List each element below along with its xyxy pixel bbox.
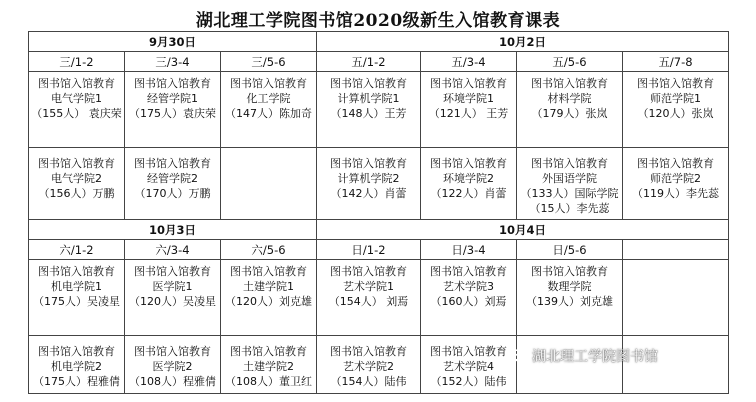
course-cell bbox=[317, 72, 421, 148]
course-line: （108人）程雅倩 bbox=[129, 375, 216, 388]
course-line: 图书馆入馆教育 bbox=[637, 77, 715, 90]
date-cell-right: 10月4日 bbox=[317, 220, 729, 240]
course-line: 艺术学院2 bbox=[343, 360, 395, 373]
course-line: 图书馆入馆教育 bbox=[430, 265, 508, 278]
course-line: 师范学院2 bbox=[650, 172, 702, 185]
slot-cell: 三/3-4 bbox=[125, 52, 221, 72]
course-line: 图书馆入馆教育 bbox=[330, 157, 408, 170]
course-line: 图书馆入馆教育 bbox=[38, 265, 115, 278]
course-line: 土建学院2 bbox=[243, 360, 294, 373]
watermark-text: 湖北理工学院图书馆 bbox=[532, 349, 658, 365]
course-cell bbox=[221, 72, 317, 148]
course-cell bbox=[317, 336, 421, 394]
course-line: 图书馆入馆教育 bbox=[430, 157, 508, 170]
watermark bbox=[508, 346, 658, 366]
slot-row bbox=[29, 52, 729, 72]
course-cell bbox=[421, 336, 517, 394]
course-cell bbox=[29, 260, 125, 336]
wechat-icon bbox=[508, 349, 526, 363]
course-cell bbox=[29, 336, 125, 394]
slot-cell: 六/5-6 bbox=[221, 240, 317, 260]
course-line: （120人）吴凌星 bbox=[129, 295, 216, 308]
course-line: 计算机学院1 bbox=[337, 92, 400, 105]
course-cell bbox=[623, 260, 729, 336]
slot-cell: 六/3-4 bbox=[125, 240, 221, 260]
date-cell-left: 10月3日 bbox=[29, 220, 317, 240]
course-line: 图书馆入馆教育 bbox=[134, 345, 211, 358]
date-row bbox=[29, 220, 729, 240]
course-line: 图书馆入馆教育 bbox=[230, 77, 307, 90]
course-line: （170人）万鹏 bbox=[134, 187, 211, 200]
course-cell bbox=[517, 72, 623, 148]
course-line: （142人）肖蕾 bbox=[330, 187, 407, 200]
course-line: （175人）吴凌星 bbox=[33, 295, 120, 308]
course-line: （148人）王芳 bbox=[330, 107, 407, 120]
slot-cell: 日/3-4 bbox=[421, 240, 517, 260]
course-line: 艺术学院3 bbox=[443, 280, 495, 293]
course-cell bbox=[221, 148, 317, 220]
course-cell bbox=[125, 72, 221, 148]
slot-cell: 五/3-4 bbox=[421, 52, 517, 72]
course-line: 图书馆入馆教育 bbox=[430, 345, 508, 358]
schedule-title: 湖北理工学院图书馆2020级新生入馆教育课表 bbox=[195, 11, 561, 31]
course-line: （119人）李先蕊 bbox=[632, 187, 720, 200]
course-line: （120人）刘克雄 bbox=[225, 295, 312, 308]
course-line: 医学院1 bbox=[152, 280, 193, 293]
course-line: 图书馆入馆教育 bbox=[430, 77, 508, 90]
course-cell bbox=[517, 148, 623, 220]
slot-cell: 日/5-6 bbox=[517, 240, 623, 260]
course-line: 图书馆入馆教育 bbox=[330, 345, 408, 358]
course-row bbox=[29, 148, 729, 220]
course-line: 电气学院1 bbox=[51, 92, 102, 105]
course-line: （121人） 王芳 bbox=[428, 107, 509, 120]
course-line: 材料学院 bbox=[547, 92, 592, 105]
course-line: （154人）陆伟 bbox=[330, 375, 407, 388]
slot-cell: 五/1-2 bbox=[317, 52, 421, 72]
course-line: 图书馆入馆教育 bbox=[134, 157, 211, 170]
course-cell bbox=[125, 148, 221, 220]
course-cell bbox=[29, 148, 125, 220]
course-line: （154人） 刘焉 bbox=[328, 295, 409, 308]
slot-cell: 五/5-6 bbox=[517, 52, 623, 72]
date-cell-right: 10月2日 bbox=[317, 32, 729, 52]
course-cell bbox=[623, 148, 729, 220]
date-row bbox=[29, 32, 729, 52]
course-cell bbox=[29, 72, 125, 148]
course-cell bbox=[317, 148, 421, 220]
course-line: 图书馆入馆教育 bbox=[38, 345, 115, 358]
course-line: 机电学院1 bbox=[51, 280, 102, 293]
course-line: （155人） 袁庆荣 bbox=[31, 107, 122, 120]
course-line: 艺术学院1 bbox=[343, 280, 395, 293]
course-line: 电气学院2 bbox=[51, 172, 102, 185]
course-line: 图书馆入馆教育 bbox=[134, 265, 211, 278]
slot-row bbox=[29, 240, 729, 260]
course-line: （160人）刘焉 bbox=[430, 295, 507, 308]
course-line: 机电学院2 bbox=[51, 360, 102, 373]
course-line: 图书馆入馆教育 bbox=[637, 157, 715, 170]
course-line: 图书馆入馆教育 bbox=[134, 77, 211, 90]
course-line: （147人）陈加奇 bbox=[225, 107, 312, 120]
course-line: （175人）袁庆荣 bbox=[129, 107, 216, 120]
course-line: （122人）肖蕾 bbox=[430, 187, 507, 200]
course-line: 经管学院1 bbox=[147, 92, 198, 105]
course-line: 图书馆入馆教育 bbox=[38, 77, 115, 90]
course-line: 土建学院1 bbox=[243, 280, 294, 293]
course-cell bbox=[221, 336, 317, 394]
course-line: （175人）程雅倩 bbox=[33, 375, 120, 388]
course-line: 图书馆入馆教育 bbox=[531, 157, 609, 170]
course-line: （139人）刘克雄 bbox=[526, 295, 614, 308]
course-line: 经管学院2 bbox=[147, 172, 198, 185]
slot-cell: 三/5-6 bbox=[221, 52, 317, 72]
course-line: 艺术学院4 bbox=[443, 360, 495, 373]
course-cell bbox=[317, 260, 421, 336]
course-line: （133人）国际学院 bbox=[520, 187, 619, 200]
course-line: 计算机学院2 bbox=[337, 172, 400, 185]
course-cell bbox=[421, 148, 517, 220]
course-line: （152人）陆伟 bbox=[430, 375, 507, 388]
course-row bbox=[29, 72, 729, 148]
course-cell bbox=[221, 260, 317, 336]
course-line: （156人）万鹏 bbox=[38, 187, 115, 200]
course-line: 图书馆入馆教育 bbox=[230, 265, 307, 278]
schedule-table bbox=[28, 31, 729, 394]
course-line: 图书馆入馆教育 bbox=[330, 77, 408, 90]
course-line: 化工学院 bbox=[246, 92, 291, 105]
slot-cell bbox=[623, 240, 729, 260]
course-line: 数理学院 bbox=[547, 280, 592, 293]
course-line: 图书馆入馆教育 bbox=[531, 77, 609, 90]
course-line: （120人）张岚 bbox=[637, 107, 714, 120]
course-cell bbox=[421, 260, 517, 336]
course-cell bbox=[623, 72, 729, 148]
slot-cell: 六/1-2 bbox=[29, 240, 125, 260]
slot-cell: 五/7-8 bbox=[623, 52, 729, 72]
course-line: 师范学院1 bbox=[650, 92, 702, 105]
course-line: 图书馆入馆教育 bbox=[38, 157, 115, 170]
slot-cell: 三/1-2 bbox=[29, 52, 125, 72]
course-line: （15人）李先蕊 bbox=[529, 202, 610, 215]
course-line: （179人）张岚 bbox=[531, 107, 608, 120]
course-line: 外国语学院 bbox=[542, 172, 598, 185]
course-cell bbox=[125, 336, 221, 394]
course-line: 图书馆入馆教育 bbox=[330, 265, 408, 278]
date-cell-left: 9月30日 bbox=[29, 32, 317, 52]
course-row bbox=[29, 260, 729, 336]
course-line: （108人）董卫红 bbox=[225, 375, 312, 388]
slot-cell: 日/1-2 bbox=[317, 240, 421, 260]
course-cell bbox=[125, 260, 221, 336]
course-line: 图书馆入馆教育 bbox=[531, 265, 609, 278]
course-line: 图书馆入馆教育 bbox=[230, 345, 307, 358]
course-cell bbox=[517, 260, 623, 336]
course-cell bbox=[421, 72, 517, 148]
course-line: 环境学院2 bbox=[443, 172, 495, 185]
course-line: 环境学院1 bbox=[443, 92, 495, 105]
course-line: 医学院2 bbox=[152, 360, 193, 373]
